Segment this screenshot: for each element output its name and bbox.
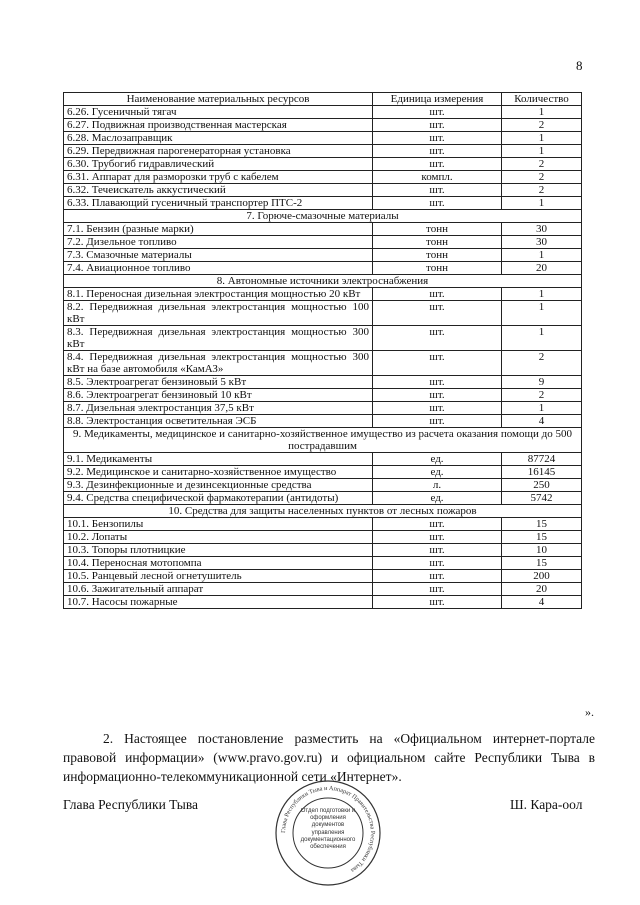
item-unit: шт. xyxy=(373,145,502,158)
item-quantity: 2 xyxy=(502,389,582,402)
table-row xyxy=(64,236,582,249)
item-name: 7.2. Дизельное топливо xyxy=(64,236,373,249)
table-row xyxy=(64,197,582,210)
item-unit: шт. xyxy=(373,557,502,570)
item-quantity: 30 xyxy=(502,223,582,236)
table-row xyxy=(64,402,582,415)
item-quantity: 20 xyxy=(502,262,582,275)
item-name: 8.7. Дизельная электростанция 37,5 кВт xyxy=(64,402,373,415)
item-unit: шт. xyxy=(373,197,502,210)
table-row xyxy=(64,531,582,544)
item-name: 7.4. Авиационное топливо xyxy=(64,262,373,275)
signatory-title: Глава Республики Тыва xyxy=(63,797,199,812)
table-row xyxy=(64,518,582,531)
table-row xyxy=(64,171,582,184)
signatory-name: Ш. Кара-оол xyxy=(510,797,583,812)
item-quantity: 2 xyxy=(502,158,582,171)
item-quantity: 2 xyxy=(502,184,582,197)
item-name: 6.33. Плавающий гусеничный транспортер ПТС-2 xyxy=(64,197,373,210)
item-name: 6.32. Течеискатель аккустический xyxy=(64,184,373,197)
item-name: 9.4. Средства специфической фармакотерапии (антидоты) xyxy=(64,492,373,505)
table-row xyxy=(64,119,582,132)
header-name: Наименование материальных ресурсов xyxy=(64,93,373,106)
item-quantity: 1 xyxy=(502,402,582,415)
item-quantity: 250 xyxy=(502,479,582,492)
page-number: 8 xyxy=(576,58,583,73)
item-name: 9.3. Дезинфекционные и дезинсекционные средства xyxy=(64,479,373,492)
table-row xyxy=(64,223,582,236)
section-title: 7. Горюче-смазочные материалы xyxy=(64,210,582,223)
closing-quote: ». xyxy=(585,705,594,719)
item-name: 6.31. Аппарат для разморозки труб с кабелем xyxy=(64,171,373,184)
item-unit: компл. xyxy=(373,171,502,184)
item-unit: шт. xyxy=(373,158,502,171)
resolution-paragraph: 2. Настоящее постановление разместить на «Официальном интернет-портале правовой информации» (www.pravo.gov.ru) и официальном сайте Республики Тыва в информационно-телекоммуникационной сети «Интернет». xyxy=(63,731,595,784)
header-unit: Единица измерения xyxy=(373,93,502,106)
table-row xyxy=(64,596,582,609)
item-name: 6.30. Трубогиб гидравлический xyxy=(64,158,373,171)
item-unit: тонн xyxy=(373,249,502,262)
item-unit: ед. xyxy=(373,466,502,479)
resources-table xyxy=(63,92,582,609)
item-name: 9.2. Медицинское и санитарно-хозяйственное имущество xyxy=(64,466,373,479)
table-row xyxy=(64,557,582,570)
item-unit: ед. xyxy=(373,492,502,505)
table-row xyxy=(64,544,582,557)
item-unit: тонн xyxy=(373,223,502,236)
item-name: 8.5. Электроагрегат бензиновый 5 кВт xyxy=(64,376,373,389)
item-unit: шт. xyxy=(373,583,502,596)
seal-inner-text: Отдел подготовки и оформления документов управления документационного обеспечения xyxy=(300,808,356,851)
item-name: 8.8. Электростанция осветительная ЭСБ xyxy=(64,415,373,428)
item-unit: шт. xyxy=(373,351,502,376)
item-unit: шт. xyxy=(373,518,502,531)
item-unit: шт. xyxy=(373,570,502,583)
table-body xyxy=(64,106,582,609)
table-row xyxy=(64,453,582,466)
item-quantity: 15 xyxy=(502,518,582,531)
item-unit: шт. xyxy=(373,531,502,544)
section-row xyxy=(64,428,582,453)
item-name: 10.3. Топоры плотницкие xyxy=(64,544,373,557)
item-name: 10.6. Зажигательный аппарат xyxy=(64,583,373,596)
item-unit: шт. xyxy=(373,544,502,557)
item-unit: шт. xyxy=(373,119,502,132)
table-row xyxy=(64,184,582,197)
table-row xyxy=(64,262,582,275)
item-unit: тонн xyxy=(373,262,502,275)
item-quantity: 2 xyxy=(502,119,582,132)
table-row xyxy=(64,466,582,479)
item-name: 6.28. Маслозаправщик xyxy=(64,132,373,145)
table-row xyxy=(64,249,582,262)
table-row xyxy=(64,376,582,389)
item-quantity: 1 xyxy=(502,249,582,262)
item-quantity: 1 xyxy=(502,301,582,326)
table-row xyxy=(64,132,582,145)
table-row xyxy=(64,145,582,158)
header-quantity: Количество xyxy=(502,93,582,106)
item-quantity: 2 xyxy=(502,171,582,184)
item-quantity: 1 xyxy=(502,288,582,301)
item-quantity: 2 xyxy=(502,351,582,376)
item-quantity: 1 xyxy=(502,197,582,210)
section-title: 8. Автономные источники электроснабжения xyxy=(64,275,582,288)
item-quantity: 30 xyxy=(502,236,582,249)
table-row xyxy=(64,301,582,326)
official-seal xyxy=(273,778,383,888)
seal-ring-text: Глава Республики Тыва и Аппарат Правительства Республики Тыва xyxy=(279,784,377,874)
item-name: 8.1. Переносная дизельная электростанция мощностью 20 кВт xyxy=(64,288,373,301)
item-name: 8.3. Передвижная дизельная электростанция мощностью 300 кВт xyxy=(64,326,373,351)
item-unit: тонн xyxy=(373,236,502,249)
table-row xyxy=(64,583,582,596)
item-quantity: 10 xyxy=(502,544,582,557)
item-quantity: 1 xyxy=(502,145,582,158)
table-row xyxy=(64,415,582,428)
item-unit: шт. xyxy=(373,301,502,326)
item-unit: ед. xyxy=(373,453,502,466)
item-name: 8.2. Передвижная дизельная электростанция мощностью 100 кВт xyxy=(64,301,373,326)
item-unit: шт. xyxy=(373,184,502,197)
item-unit: шт. xyxy=(373,326,502,351)
table-row xyxy=(64,106,582,119)
item-quantity: 1 xyxy=(502,132,582,145)
item-name: 8.4. Передвижная дизельная электростанция мощностью 300 кВт на базе автомобиля «КамАЗ» xyxy=(64,351,373,376)
table-row xyxy=(64,479,582,492)
item-quantity: 5742 xyxy=(502,492,582,505)
section-row xyxy=(64,275,582,288)
item-unit: шт. xyxy=(373,288,502,301)
table-row xyxy=(64,326,582,351)
item-name: 10.7. Насосы пожарные xyxy=(64,596,373,609)
item-quantity: 9 xyxy=(502,376,582,389)
item-name: 7.3. Смазочные материалы xyxy=(64,249,373,262)
item-name: 6.29. Передвижная парогенераторная установка xyxy=(64,145,373,158)
table-row xyxy=(64,158,582,171)
table-header-row xyxy=(64,93,582,106)
section-row xyxy=(64,505,582,518)
section-title: 9. Медикаменты, медицинское и санитарно-хозяйственное имущество из расчета оказания помощи до 500 пострадавшим xyxy=(64,428,582,453)
item-name: 10.2. Лопаты xyxy=(64,531,373,544)
section-row xyxy=(64,210,582,223)
item-name: 10.5. Ранцевый лесной огнетушитель xyxy=(64,570,373,583)
section-title: 10. Средства для защиты населенных пунктов от лесных пожаров xyxy=(64,505,582,518)
item-quantity: 1 xyxy=(502,106,582,119)
item-quantity: 4 xyxy=(502,596,582,609)
table-row xyxy=(64,389,582,402)
item-unit: шт. xyxy=(373,415,502,428)
item-unit: л. xyxy=(373,479,502,492)
item-unit: шт. xyxy=(373,596,502,609)
item-unit: шт. xyxy=(373,402,502,415)
item-unit: шт. xyxy=(373,389,502,402)
table-row xyxy=(64,492,582,505)
item-quantity: 200 xyxy=(502,570,582,583)
item-name: 8.6. Электроагрегат бензиновый 10 кВт xyxy=(64,389,373,402)
item-quantity: 4 xyxy=(502,415,582,428)
item-name: 6.26. Гусеничный тягач xyxy=(64,106,373,119)
item-unit: шт. xyxy=(373,376,502,389)
item-name: 7.1. Бензин (разные марки) xyxy=(64,223,373,236)
table-row xyxy=(64,288,582,301)
item-quantity: 87724 xyxy=(502,453,582,466)
item-quantity: 15 xyxy=(502,531,582,544)
table-row xyxy=(64,570,582,583)
item-quantity: 15 xyxy=(502,557,582,570)
table-row xyxy=(64,351,582,376)
item-name: 10.4. Переносная мотопомпа xyxy=(64,557,373,570)
item-name: 10.1. Бензопилы xyxy=(64,518,373,531)
item-quantity: 20 xyxy=(502,583,582,596)
item-name: 9.1. Медикаменты xyxy=(64,453,373,466)
item-name: 6.27. Подвижная производственная мастерская xyxy=(64,119,373,132)
item-unit: шт. xyxy=(373,106,502,119)
item-quantity: 1 xyxy=(502,326,582,351)
item-quantity: 16145 xyxy=(502,466,582,479)
item-unit: шт. xyxy=(373,132,502,145)
